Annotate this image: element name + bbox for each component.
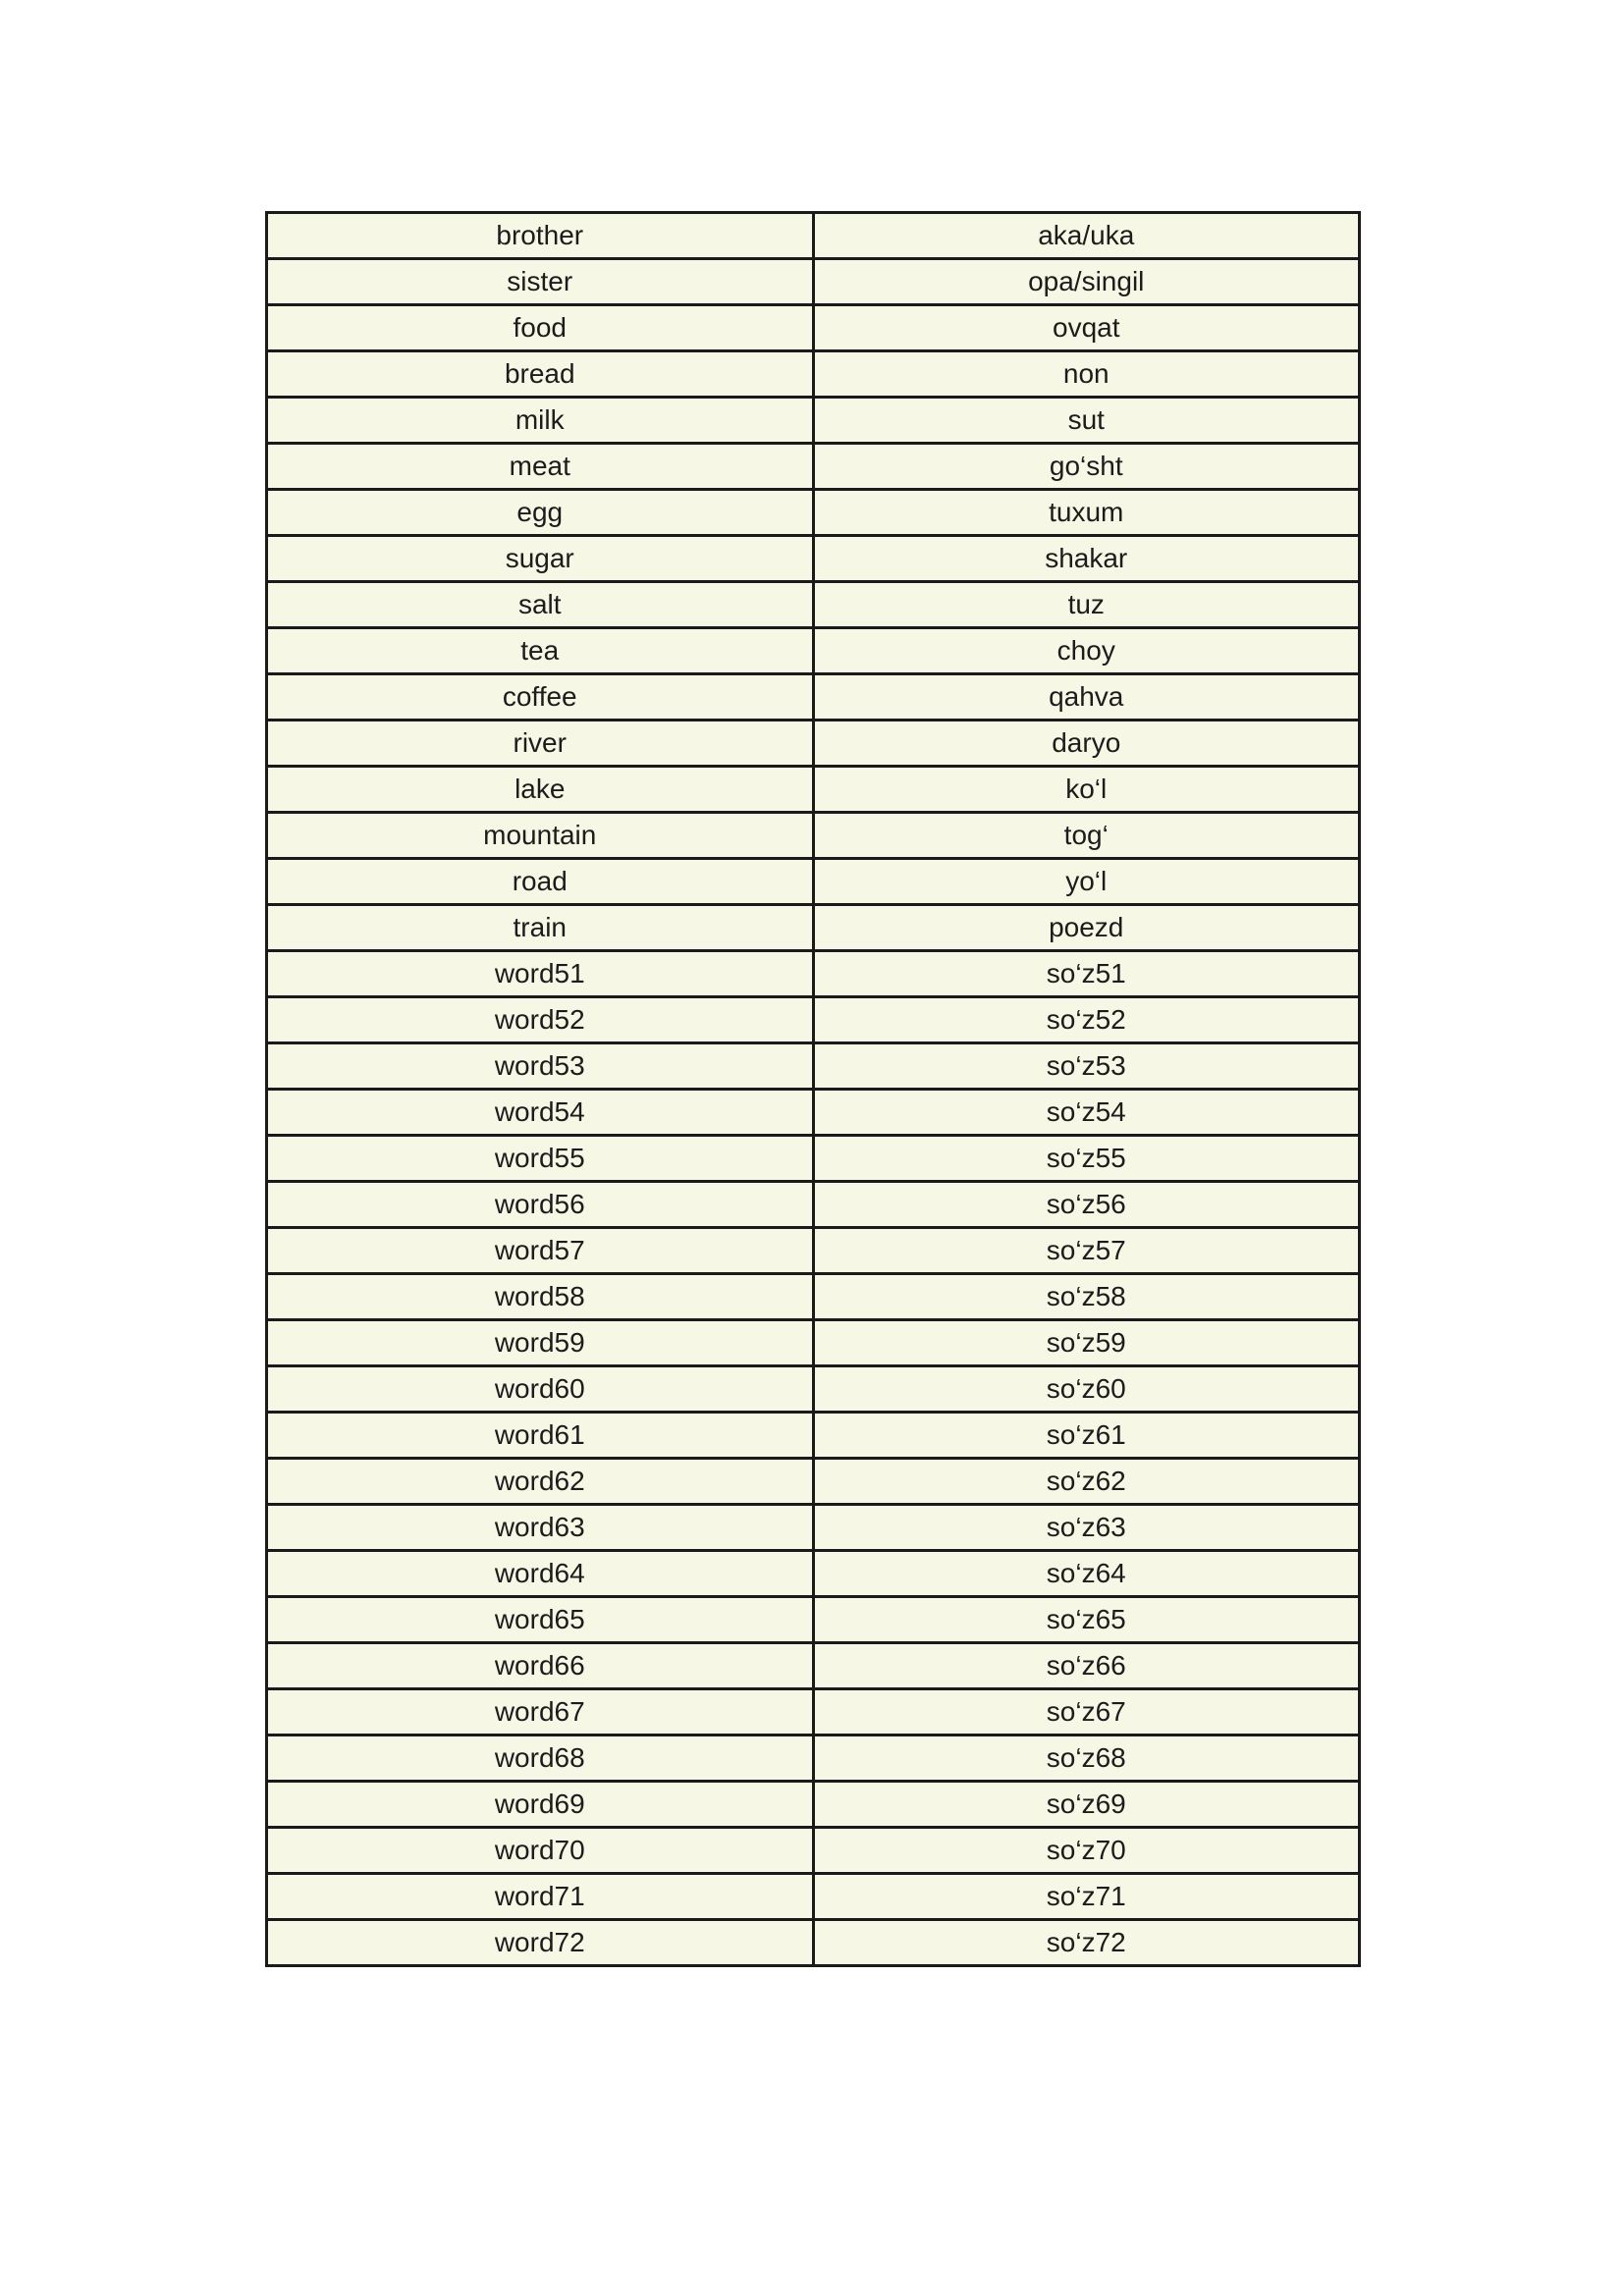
- uzbek-word-cell: sut: [813, 398, 1360, 444]
- table-row: [267, 721, 1360, 767]
- english-word-cell: word67: [267, 1689, 814, 1735]
- uzbek-word-cell: choy: [813, 628, 1360, 674]
- english-word-cell: word63: [267, 1505, 814, 1551]
- uzbek-word-cell: so‘z52: [813, 997, 1360, 1043]
- english-word-cell: train: [267, 905, 814, 951]
- uzbek-word-cell: so‘z71: [813, 1874, 1360, 1920]
- english-word-cell: word56: [267, 1182, 814, 1228]
- table-row: [267, 859, 1360, 905]
- english-word-cell: word66: [267, 1643, 814, 1689]
- english-word-cell: word57: [267, 1228, 814, 1274]
- table-row: [267, 1320, 1360, 1366]
- table-row: [267, 1874, 1360, 1920]
- uzbek-word-cell: shakar: [813, 536, 1360, 582]
- table-row: [267, 997, 1360, 1043]
- table-row: [267, 767, 1360, 813]
- uzbek-word-cell: so‘z55: [813, 1136, 1360, 1182]
- english-word-cell: road: [267, 859, 814, 905]
- table-row: [267, 582, 1360, 628]
- uzbek-word-cell: so‘z56: [813, 1182, 1360, 1228]
- table-row: [267, 1274, 1360, 1320]
- uzbek-word-cell: tuxum: [813, 490, 1360, 536]
- table-row: [267, 1090, 1360, 1136]
- table-row: [267, 1459, 1360, 1505]
- table-row: [267, 351, 1360, 398]
- uzbek-word-cell: so‘z63: [813, 1505, 1360, 1551]
- english-word-cell: word54: [267, 1090, 814, 1136]
- english-word-cell: word55: [267, 1136, 814, 1182]
- table-row: [267, 951, 1360, 997]
- uzbek-word-cell: so‘z66: [813, 1643, 1360, 1689]
- uzbek-word-cell: so‘z72: [813, 1920, 1360, 1966]
- uzbek-word-cell: ovqat: [813, 305, 1360, 351]
- english-word-cell: word58: [267, 1274, 814, 1320]
- uzbek-word-cell: yo‘l: [813, 859, 1360, 905]
- english-word-cell: sugar: [267, 536, 814, 582]
- english-word-cell: word60: [267, 1366, 814, 1413]
- english-word-cell: word53: [267, 1043, 814, 1090]
- english-word-cell: coffee: [267, 674, 814, 721]
- uzbek-word-cell: so‘z67: [813, 1689, 1360, 1735]
- uzbek-word-cell: non: [813, 351, 1360, 398]
- uzbek-word-cell: go‘sht: [813, 444, 1360, 490]
- uzbek-word-cell: opa/singil: [813, 259, 1360, 305]
- table-row: [267, 1413, 1360, 1459]
- table-row: [267, 1643, 1360, 1689]
- table-row: [267, 213, 1360, 259]
- table-row: [267, 628, 1360, 674]
- uzbek-word-cell: so‘z53: [813, 1043, 1360, 1090]
- english-word-cell: brother: [267, 213, 814, 259]
- uzbek-word-cell: poezd: [813, 905, 1360, 951]
- uzbek-word-cell: ko‘l: [813, 767, 1360, 813]
- english-word-cell: sister: [267, 259, 814, 305]
- table-row: [267, 1597, 1360, 1643]
- uzbek-word-cell: so‘z60: [813, 1366, 1360, 1413]
- english-word-cell: word72: [267, 1920, 814, 1966]
- uzbek-word-cell: tog‘: [813, 813, 1360, 859]
- table-row: [267, 1136, 1360, 1182]
- table-row: [267, 444, 1360, 490]
- table-row: [267, 674, 1360, 721]
- table-row: [267, 1782, 1360, 1828]
- table-row: [267, 1366, 1360, 1413]
- uzbek-word-cell: so‘z64: [813, 1551, 1360, 1597]
- uzbek-word-cell: so‘z68: [813, 1735, 1360, 1782]
- uzbek-word-cell: so‘z69: [813, 1782, 1360, 1828]
- english-word-cell: bread: [267, 351, 814, 398]
- table-row: [267, 813, 1360, 859]
- english-word-cell: word68: [267, 1735, 814, 1782]
- uzbek-word-cell: so‘z61: [813, 1413, 1360, 1459]
- vocabulary-table: [265, 211, 1361, 1967]
- uzbek-word-cell: so‘z51: [813, 951, 1360, 997]
- table-row: [267, 905, 1360, 951]
- english-word-cell: word51: [267, 951, 814, 997]
- table-row: [267, 1689, 1360, 1735]
- uzbek-word-cell: daryo: [813, 721, 1360, 767]
- english-word-cell: egg: [267, 490, 814, 536]
- uzbek-word-cell: so‘z70: [813, 1828, 1360, 1874]
- table-row: [267, 1228, 1360, 1274]
- uzbek-word-cell: so‘z62: [813, 1459, 1360, 1505]
- english-word-cell: food: [267, 305, 814, 351]
- english-word-cell: lake: [267, 767, 814, 813]
- uzbek-word-cell: tuz: [813, 582, 1360, 628]
- english-word-cell: milk: [267, 398, 814, 444]
- uzbek-word-cell: so‘z57: [813, 1228, 1360, 1274]
- english-word-cell: river: [267, 721, 814, 767]
- english-word-cell: meat: [267, 444, 814, 490]
- english-word-cell: tea: [267, 628, 814, 674]
- english-word-cell: word62: [267, 1459, 814, 1505]
- table-row: [267, 1735, 1360, 1782]
- uzbek-word-cell: so‘z54: [813, 1090, 1360, 1136]
- table-row: [267, 259, 1360, 305]
- vocabulary-table-body: [267, 213, 1360, 1966]
- table-row: [267, 1828, 1360, 1874]
- table-row: [267, 1551, 1360, 1597]
- uzbek-word-cell: so‘z65: [813, 1597, 1360, 1643]
- english-word-cell: word61: [267, 1413, 814, 1459]
- english-word-cell: word70: [267, 1828, 814, 1874]
- english-word-cell: word71: [267, 1874, 814, 1920]
- table-row: [267, 1043, 1360, 1090]
- english-word-cell: salt: [267, 582, 814, 628]
- english-word-cell: word52: [267, 997, 814, 1043]
- table-row: [267, 398, 1360, 444]
- uzbek-word-cell: qahva: [813, 674, 1360, 721]
- table-row: [267, 1182, 1360, 1228]
- uzbek-word-cell: so‘z59: [813, 1320, 1360, 1366]
- table-row: [267, 1920, 1360, 1966]
- uzbek-word-cell: so‘z58: [813, 1274, 1360, 1320]
- english-word-cell: mountain: [267, 813, 814, 859]
- english-word-cell: word64: [267, 1551, 814, 1597]
- table-row: [267, 1505, 1360, 1551]
- table-row: [267, 490, 1360, 536]
- table-row: [267, 536, 1360, 582]
- uzbek-word-cell: aka/uka: [813, 213, 1360, 259]
- table-row: [267, 305, 1360, 351]
- english-word-cell: word65: [267, 1597, 814, 1643]
- english-word-cell: word69: [267, 1782, 814, 1828]
- english-word-cell: word59: [267, 1320, 814, 1366]
